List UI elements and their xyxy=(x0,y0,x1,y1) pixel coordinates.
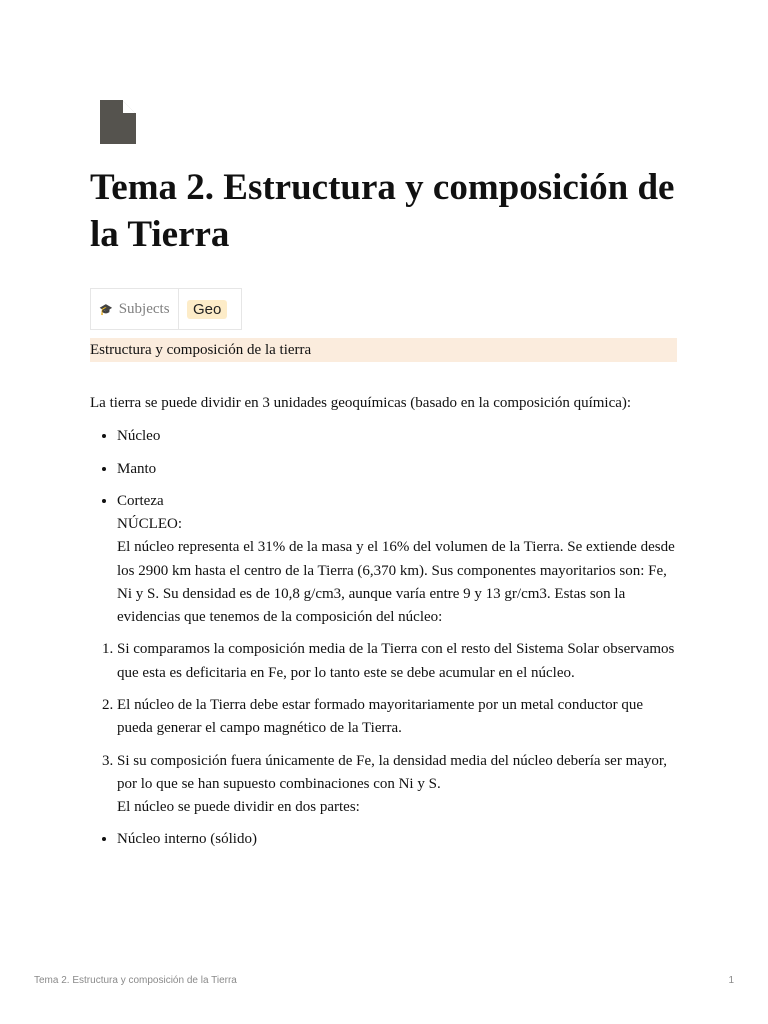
property-label: Subjects xyxy=(118,300,170,317)
units-list xyxy=(90,425,680,629)
nucleo-paragraph: El núcleo representa el 31% de la masa y el 16% del volumen de la Tierra. Se extiende desde los 2900 km hasta el centro de la Tierra (6,370 km). Sus componentes mayoritarios son: Fe, Ni y S. Su densidad es de 10,8 g/cm3, aunque varía entre 9 y 13 gr/cm3. Estas son la evidencias que tenemos de la composición del núcleo: xyxy=(117,539,675,625)
list-item: 1. Si comparamos la composición media de la Tierra con el resto del Sistema Solar observamos que esta es deficitaria en Fe, por lo tanto este se debe acumular en el núcleo. xyxy=(117,638,680,684)
properties-table xyxy=(90,288,242,330)
graduation-cap-icon: 🎓 xyxy=(99,303,113,316)
list-item-text: Corteza xyxy=(117,492,164,509)
list-item: • Núcleo interno (sólido) xyxy=(117,828,680,851)
page-number: 1 xyxy=(728,975,734,986)
subject-tag[interactable]: Geo xyxy=(187,300,227,319)
page-footer xyxy=(34,975,734,986)
list-item-text: Si su composición fuera únicamente de Fe, la densidad media del núcleo debería ser mayor, por lo que se han supuesto combinaciones con Ni y S. xyxy=(117,752,668,792)
parts-list xyxy=(90,828,680,851)
page-title: Tema 2. Estructura y composición de la Tierra xyxy=(90,167,675,255)
property-value[interactable] xyxy=(179,289,227,329)
footer-title: Tema 2. Estructura y composición de la Tierra xyxy=(34,975,237,986)
list-item: • Manto xyxy=(117,458,680,481)
list-item xyxy=(117,750,680,820)
list-item: • Núcleo xyxy=(117,425,680,448)
nucleo-heading: NÚCLEO: xyxy=(117,516,182,533)
document-body xyxy=(90,392,680,861)
highlighted-callout: Estructura y composición de la tierra xyxy=(90,338,677,362)
list-item: 2. El núcleo de la Tierra debe estar formado mayoritariamente por un metal conductor que pueda generar el campo magnético de la Tierra. xyxy=(117,694,680,740)
intro-paragraph: La tierra se puede dividir en 3 unidades geoquímicas (basado en la composición química): xyxy=(90,395,632,411)
evidence-list xyxy=(90,638,680,819)
page-document-icon xyxy=(100,100,136,144)
division-sentence: El núcleo se puede dividir en dos partes: xyxy=(117,798,360,815)
property-subjects[interactable] xyxy=(91,289,179,329)
list-item xyxy=(117,490,680,629)
